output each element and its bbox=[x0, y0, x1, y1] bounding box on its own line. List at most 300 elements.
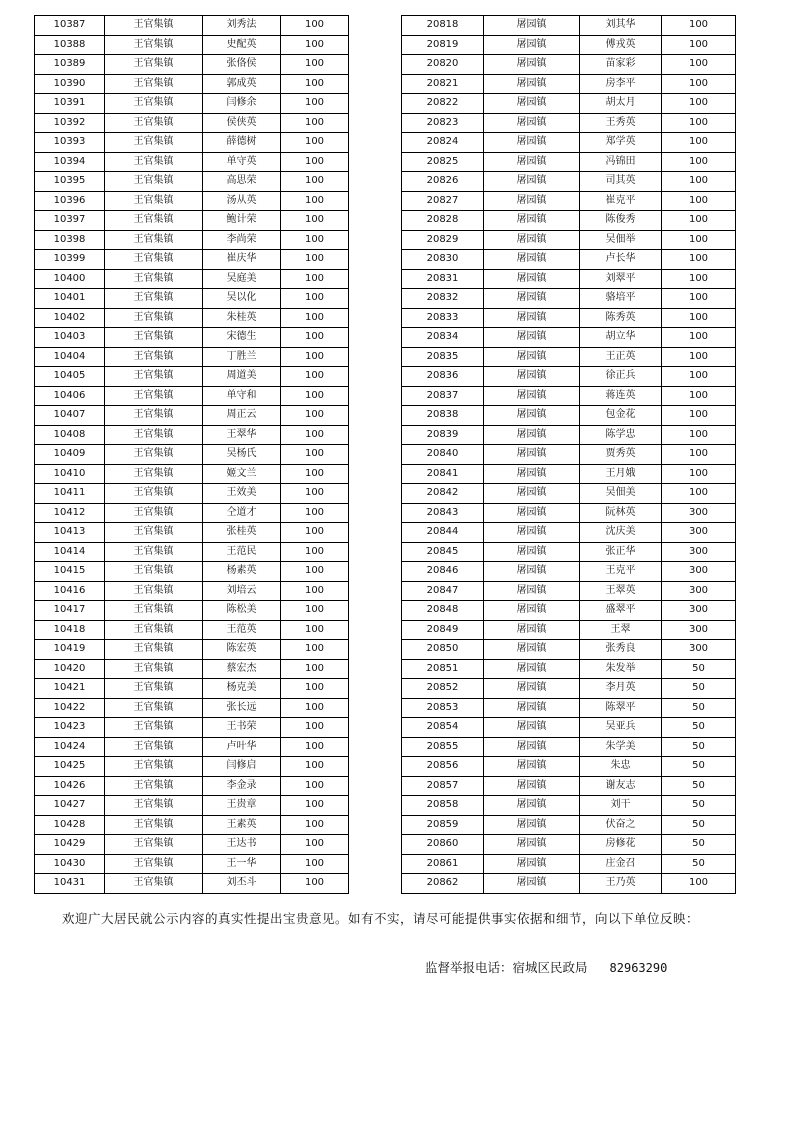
row-id-cell: 20840 bbox=[402, 445, 484, 465]
name-cell: 蔡宏杰 bbox=[203, 659, 281, 679]
table-row bbox=[35, 269, 349, 289]
amount-cell: 50 bbox=[662, 796, 736, 816]
row-id-cell: 10391 bbox=[35, 94, 105, 114]
amount-cell: 100 bbox=[281, 113, 349, 133]
town-cell: 屠园镇 bbox=[484, 308, 580, 328]
name-cell: 崔克平 bbox=[580, 191, 662, 211]
row-id-cell: 20854 bbox=[402, 718, 484, 738]
town-cell: 屠园镇 bbox=[484, 113, 580, 133]
town-cell: 王官集镇 bbox=[105, 191, 203, 211]
row-id-cell: 20856 bbox=[402, 757, 484, 777]
table-row bbox=[35, 367, 349, 387]
town-cell: 王官集镇 bbox=[105, 308, 203, 328]
amount-cell: 100 bbox=[281, 289, 349, 309]
row-id-cell: 10389 bbox=[35, 55, 105, 75]
amount-cell: 100 bbox=[281, 308, 349, 328]
table-row bbox=[402, 581, 736, 601]
amount-cell: 100 bbox=[662, 289, 736, 309]
amount-cell: 100 bbox=[281, 152, 349, 172]
row-id-cell: 10431 bbox=[35, 874, 105, 894]
amount-cell: 100 bbox=[281, 55, 349, 75]
amount-cell: 100 bbox=[662, 16, 736, 36]
row-id-cell: 20848 bbox=[402, 601, 484, 621]
amount-cell: 100 bbox=[281, 698, 349, 718]
name-cell: 王克平 bbox=[580, 562, 662, 582]
table-row bbox=[35, 191, 349, 211]
town-cell: 屠园镇 bbox=[484, 367, 580, 387]
amount-cell: 100 bbox=[662, 94, 736, 114]
table-row bbox=[402, 152, 736, 172]
table-row bbox=[402, 16, 736, 36]
amount-cell: 100 bbox=[662, 74, 736, 94]
table-row bbox=[402, 445, 736, 465]
name-cell: 刘秀法 bbox=[203, 16, 281, 36]
name-cell: 吴佃美 bbox=[580, 484, 662, 504]
table-row bbox=[402, 718, 736, 738]
name-cell: 王效美 bbox=[203, 484, 281, 504]
row-id-cell: 20820 bbox=[402, 55, 484, 75]
amount-cell: 100 bbox=[281, 601, 349, 621]
amount-cell: 100 bbox=[662, 250, 736, 270]
table-row bbox=[402, 874, 736, 894]
name-cell: 陈学忠 bbox=[580, 425, 662, 445]
row-id-cell: 10392 bbox=[35, 113, 105, 133]
name-cell: 陈宏英 bbox=[203, 640, 281, 660]
table-row bbox=[402, 211, 736, 231]
town-cell: 屠园镇 bbox=[484, 425, 580, 445]
town-cell: 王官集镇 bbox=[105, 55, 203, 75]
town-cell: 王官集镇 bbox=[105, 718, 203, 738]
table-row bbox=[35, 542, 349, 562]
table-row bbox=[402, 308, 736, 328]
town-cell: 王官集镇 bbox=[105, 562, 203, 582]
left-table-body bbox=[35, 16, 349, 894]
table-row bbox=[35, 94, 349, 114]
town-cell: 王官集镇 bbox=[105, 289, 203, 309]
row-id-cell: 20825 bbox=[402, 152, 484, 172]
town-cell: 屠园镇 bbox=[484, 542, 580, 562]
row-id-cell: 20827 bbox=[402, 191, 484, 211]
town-cell: 屠园镇 bbox=[484, 659, 580, 679]
town-cell: 王官集镇 bbox=[105, 172, 203, 192]
table-row bbox=[402, 133, 736, 153]
name-cell: 贾秀英 bbox=[580, 445, 662, 465]
table-row bbox=[35, 835, 349, 855]
table-row bbox=[35, 796, 349, 816]
row-id-cell: 10387 bbox=[35, 16, 105, 36]
row-id-cell: 10413 bbox=[35, 523, 105, 543]
amount-cell: 100 bbox=[281, 640, 349, 660]
amount-cell: 100 bbox=[281, 659, 349, 679]
row-id-cell: 10415 bbox=[35, 562, 105, 582]
table-row bbox=[402, 620, 736, 640]
town-cell: 王官集镇 bbox=[105, 113, 203, 133]
amount-cell: 100 bbox=[281, 854, 349, 874]
name-cell: 骆培平 bbox=[580, 289, 662, 309]
amount-cell: 300 bbox=[662, 581, 736, 601]
row-id-cell: 10417 bbox=[35, 601, 105, 621]
row-id-cell: 10388 bbox=[35, 35, 105, 55]
table-row bbox=[35, 425, 349, 445]
name-cell: 宋德生 bbox=[203, 328, 281, 348]
row-id-cell: 20850 bbox=[402, 640, 484, 660]
table-row bbox=[402, 94, 736, 114]
row-id-cell: 10429 bbox=[35, 835, 105, 855]
amount-cell: 100 bbox=[662, 133, 736, 153]
row-id-cell: 10393 bbox=[35, 133, 105, 153]
table-row bbox=[35, 503, 349, 523]
town-cell: 王官集镇 bbox=[105, 269, 203, 289]
row-id-cell: 10411 bbox=[35, 484, 105, 504]
table-row bbox=[35, 854, 349, 874]
name-cell: 高思荣 bbox=[203, 172, 281, 192]
row-id-cell: 20837 bbox=[402, 386, 484, 406]
name-cell: 吴庭美 bbox=[203, 269, 281, 289]
table-row bbox=[35, 562, 349, 582]
row-id-cell: 10414 bbox=[35, 542, 105, 562]
table-row bbox=[402, 776, 736, 796]
table-row bbox=[35, 230, 349, 250]
row-id-cell: 20830 bbox=[402, 250, 484, 270]
table-row bbox=[402, 796, 736, 816]
row-id-cell: 20841 bbox=[402, 464, 484, 484]
contact-phone: 82963290 bbox=[609, 961, 668, 975]
amount-cell: 300 bbox=[662, 523, 736, 543]
name-cell: 张长远 bbox=[203, 698, 281, 718]
town-cell: 王官集镇 bbox=[105, 835, 203, 855]
table-row bbox=[35, 211, 349, 231]
name-cell: 蒋连英 bbox=[580, 386, 662, 406]
table-row bbox=[35, 815, 349, 835]
town-cell: 屠园镇 bbox=[484, 386, 580, 406]
amount-cell: 100 bbox=[662, 269, 736, 289]
amount-cell: 50 bbox=[662, 815, 736, 835]
town-cell: 屠园镇 bbox=[484, 620, 580, 640]
table-row bbox=[35, 601, 349, 621]
amount-cell: 100 bbox=[281, 776, 349, 796]
amount-cell: 100 bbox=[281, 562, 349, 582]
amount-cell: 100 bbox=[281, 367, 349, 387]
row-id-cell: 10395 bbox=[35, 172, 105, 192]
town-cell: 屠园镇 bbox=[484, 74, 580, 94]
amount-cell: 100 bbox=[662, 152, 736, 172]
name-cell: 郭成英 bbox=[203, 74, 281, 94]
table-row bbox=[35, 874, 349, 894]
name-cell: 谢友志 bbox=[580, 776, 662, 796]
row-id-cell: 10401 bbox=[35, 289, 105, 309]
town-cell: 王官集镇 bbox=[105, 347, 203, 367]
town-cell: 王官集镇 bbox=[105, 133, 203, 153]
amount-cell: 100 bbox=[281, 35, 349, 55]
name-cell: 卢叶华 bbox=[203, 737, 281, 757]
table-row bbox=[402, 659, 736, 679]
amount-cell: 100 bbox=[662, 464, 736, 484]
town-cell: 屠园镇 bbox=[484, 328, 580, 348]
name-cell: 包金花 bbox=[580, 406, 662, 426]
name-cell: 王贵章 bbox=[203, 796, 281, 816]
amount-cell: 300 bbox=[662, 640, 736, 660]
table-row bbox=[35, 445, 349, 465]
row-id-cell: 20831 bbox=[402, 269, 484, 289]
town-cell: 王官集镇 bbox=[105, 464, 203, 484]
name-cell: 丁胜兰 bbox=[203, 347, 281, 367]
amount-cell: 100 bbox=[662, 406, 736, 426]
table-row bbox=[35, 289, 349, 309]
table-row bbox=[35, 737, 349, 757]
table-row bbox=[35, 523, 349, 543]
name-cell: 单守英 bbox=[203, 152, 281, 172]
row-id-cell: 10402 bbox=[35, 308, 105, 328]
row-id-cell: 20833 bbox=[402, 308, 484, 328]
town-cell: 王官集镇 bbox=[105, 250, 203, 270]
name-cell: 王正英 bbox=[580, 347, 662, 367]
amount-cell: 100 bbox=[281, 445, 349, 465]
row-id-cell: 10412 bbox=[35, 503, 105, 523]
amount-cell: 100 bbox=[662, 484, 736, 504]
table-row bbox=[402, 562, 736, 582]
table-row bbox=[402, 757, 736, 777]
table-row bbox=[402, 74, 736, 94]
notice-text: 欢迎广大居民就公示内容的真实性提出宝贵意见。如有不实，请尽可能提供事实依据和细节，向以下单位反映： bbox=[62, 911, 700, 926]
contact-line bbox=[425, 958, 667, 976]
table-row bbox=[402, 386, 736, 406]
name-cell: 刘干 bbox=[580, 796, 662, 816]
amount-cell: 100 bbox=[281, 406, 349, 426]
table-row bbox=[35, 152, 349, 172]
town-cell: 王官集镇 bbox=[105, 406, 203, 426]
row-id-cell: 20845 bbox=[402, 542, 484, 562]
town-cell: 王官集镇 bbox=[105, 796, 203, 816]
table-row bbox=[402, 55, 736, 75]
name-cell: 刘丕斗 bbox=[203, 874, 281, 894]
row-id-cell: 10418 bbox=[35, 620, 105, 640]
table-row bbox=[402, 542, 736, 562]
amount-cell: 50 bbox=[662, 659, 736, 679]
name-cell: 王秀英 bbox=[580, 113, 662, 133]
row-id-cell: 10405 bbox=[35, 367, 105, 387]
name-cell: 朱桂英 bbox=[203, 308, 281, 328]
name-cell: 王范民 bbox=[203, 542, 281, 562]
name-cell: 陈松美 bbox=[203, 601, 281, 621]
town-cell: 屠园镇 bbox=[484, 718, 580, 738]
row-id-cell: 20839 bbox=[402, 425, 484, 445]
name-cell: 徐正兵 bbox=[580, 367, 662, 387]
row-id-cell: 20819 bbox=[402, 35, 484, 55]
row-id-cell: 10410 bbox=[35, 464, 105, 484]
name-cell: 李尚荣 bbox=[203, 230, 281, 250]
amount-cell: 100 bbox=[281, 484, 349, 504]
town-cell: 王官集镇 bbox=[105, 211, 203, 231]
name-cell: 陈秀英 bbox=[580, 308, 662, 328]
table-row bbox=[35, 484, 349, 504]
row-id-cell: 20822 bbox=[402, 94, 484, 114]
row-id-cell: 20851 bbox=[402, 659, 484, 679]
table-row bbox=[35, 35, 349, 55]
town-cell: 王官集镇 bbox=[105, 523, 203, 543]
row-id-cell: 20818 bbox=[402, 16, 484, 36]
town-cell: 屠园镇 bbox=[484, 94, 580, 114]
table-row bbox=[402, 737, 736, 757]
name-cell: 史配英 bbox=[203, 35, 281, 55]
table-row bbox=[402, 35, 736, 55]
table-row bbox=[402, 425, 736, 445]
amount-cell: 100 bbox=[662, 35, 736, 55]
row-id-cell: 20842 bbox=[402, 484, 484, 504]
row-id-cell: 10390 bbox=[35, 74, 105, 94]
town-cell: 王官集镇 bbox=[105, 854, 203, 874]
amount-cell: 50 bbox=[662, 698, 736, 718]
name-cell: 傅戎英 bbox=[580, 35, 662, 55]
town-cell: 屠园镇 bbox=[484, 581, 580, 601]
amount-cell: 100 bbox=[281, 425, 349, 445]
row-id-cell: 20844 bbox=[402, 523, 484, 543]
amount-cell: 100 bbox=[662, 367, 736, 387]
table-row bbox=[402, 698, 736, 718]
amount-cell: 100 bbox=[281, 464, 349, 484]
town-cell: 屠园镇 bbox=[484, 815, 580, 835]
row-id-cell: 20849 bbox=[402, 620, 484, 640]
amount-cell: 100 bbox=[281, 74, 349, 94]
amount-cell: 100 bbox=[281, 718, 349, 738]
name-cell: 苗家彩 bbox=[580, 55, 662, 75]
table-row bbox=[402, 230, 736, 250]
row-id-cell: 10404 bbox=[35, 347, 105, 367]
name-cell: 闫修启 bbox=[203, 757, 281, 777]
row-id-cell: 20821 bbox=[402, 74, 484, 94]
row-id-cell: 20838 bbox=[402, 406, 484, 426]
name-cell: 卢长华 bbox=[580, 250, 662, 270]
town-cell: 王官集镇 bbox=[105, 776, 203, 796]
amount-cell: 100 bbox=[281, 133, 349, 153]
table-row bbox=[35, 347, 349, 367]
name-cell: 鲍计荣 bbox=[203, 211, 281, 231]
row-id-cell: 20823 bbox=[402, 113, 484, 133]
name-cell: 张桂英 bbox=[203, 523, 281, 543]
town-cell: 王官集镇 bbox=[105, 16, 203, 36]
name-cell: 冯锦田 bbox=[580, 152, 662, 172]
name-cell: 盛翠平 bbox=[580, 601, 662, 621]
town-cell: 屠园镇 bbox=[484, 230, 580, 250]
amount-cell: 100 bbox=[662, 425, 736, 445]
row-id-cell: 10422 bbox=[35, 698, 105, 718]
amount-cell: 100 bbox=[281, 191, 349, 211]
row-id-cell: 10408 bbox=[35, 425, 105, 445]
amount-cell: 50 bbox=[662, 854, 736, 874]
row-id-cell: 10399 bbox=[35, 250, 105, 270]
town-cell: 屠园镇 bbox=[484, 464, 580, 484]
table-row bbox=[35, 113, 349, 133]
table-row bbox=[35, 250, 349, 270]
name-cell: 朱发举 bbox=[580, 659, 662, 679]
table-row bbox=[35, 679, 349, 699]
town-cell: 王官集镇 bbox=[105, 542, 203, 562]
name-cell: 李月英 bbox=[580, 679, 662, 699]
row-id-cell: 20859 bbox=[402, 815, 484, 835]
table-row bbox=[402, 601, 736, 621]
table-row bbox=[35, 640, 349, 660]
name-cell: 刘培云 bbox=[203, 581, 281, 601]
table-row bbox=[402, 854, 736, 874]
town-cell: 屠园镇 bbox=[484, 523, 580, 543]
amount-cell: 100 bbox=[281, 874, 349, 894]
amount-cell: 50 bbox=[662, 757, 736, 777]
town-cell: 屠园镇 bbox=[484, 698, 580, 718]
amount-cell: 100 bbox=[662, 308, 736, 328]
table-row bbox=[402, 113, 736, 133]
amount-cell: 100 bbox=[281, 815, 349, 835]
town-cell: 屠园镇 bbox=[484, 55, 580, 75]
row-id-cell: 20855 bbox=[402, 737, 484, 757]
amount-cell: 100 bbox=[281, 503, 349, 523]
amount-cell: 100 bbox=[662, 191, 736, 211]
amount-cell: 100 bbox=[281, 16, 349, 36]
table-row bbox=[35, 581, 349, 601]
amount-cell: 100 bbox=[662, 328, 736, 348]
table-row bbox=[35, 386, 349, 406]
table-row bbox=[402, 328, 736, 348]
row-id-cell: 10406 bbox=[35, 386, 105, 406]
amount-cell: 100 bbox=[281, 347, 349, 367]
table-row bbox=[35, 133, 349, 153]
name-cell: 郑学英 bbox=[580, 133, 662, 153]
town-cell: 屠园镇 bbox=[484, 484, 580, 504]
amount-cell: 100 bbox=[662, 113, 736, 133]
amount-cell: 50 bbox=[662, 737, 736, 757]
town-cell: 屠园镇 bbox=[484, 503, 580, 523]
name-cell: 姬文兰 bbox=[203, 464, 281, 484]
name-cell: 朱学美 bbox=[580, 737, 662, 757]
town-cell: 屠园镇 bbox=[484, 601, 580, 621]
name-cell: 陈俊秀 bbox=[580, 211, 662, 231]
town-cell: 王官集镇 bbox=[105, 757, 203, 777]
right-table-body bbox=[402, 16, 736, 894]
name-cell: 朱忠 bbox=[580, 757, 662, 777]
table-row bbox=[35, 74, 349, 94]
town-cell: 屠园镇 bbox=[484, 796, 580, 816]
town-cell: 王官集镇 bbox=[105, 601, 203, 621]
table-row bbox=[35, 620, 349, 640]
amount-cell: 100 bbox=[281, 172, 349, 192]
amount-cell: 100 bbox=[281, 796, 349, 816]
name-cell: 杨素英 bbox=[203, 562, 281, 582]
amount-cell: 100 bbox=[281, 542, 349, 562]
town-cell: 屠园镇 bbox=[484, 757, 580, 777]
name-cell: 王一华 bbox=[203, 854, 281, 874]
town-cell: 王官集镇 bbox=[105, 230, 203, 250]
name-cell: 杨克美 bbox=[203, 679, 281, 699]
table-row bbox=[35, 464, 349, 484]
row-id-cell: 20858 bbox=[402, 796, 484, 816]
town-cell: 屠园镇 bbox=[484, 250, 580, 270]
name-cell: 张秀良 bbox=[580, 640, 662, 660]
row-id-cell: 10407 bbox=[35, 406, 105, 426]
amount-cell: 300 bbox=[662, 562, 736, 582]
town-cell: 屠园镇 bbox=[484, 269, 580, 289]
row-id-cell: 10427 bbox=[35, 796, 105, 816]
name-cell: 刘翠平 bbox=[580, 269, 662, 289]
table-row bbox=[402, 835, 736, 855]
name-cell: 王翠华 bbox=[203, 425, 281, 445]
table-row bbox=[402, 679, 736, 699]
name-cell: 张佫侯 bbox=[203, 55, 281, 75]
amount-cell: 50 bbox=[662, 679, 736, 699]
row-id-cell: 20836 bbox=[402, 367, 484, 387]
town-cell: 屠园镇 bbox=[484, 406, 580, 426]
row-id-cell: 10419 bbox=[35, 640, 105, 660]
table-row bbox=[35, 308, 349, 328]
town-cell: 屠园镇 bbox=[484, 152, 580, 172]
row-id-cell: 20857 bbox=[402, 776, 484, 796]
